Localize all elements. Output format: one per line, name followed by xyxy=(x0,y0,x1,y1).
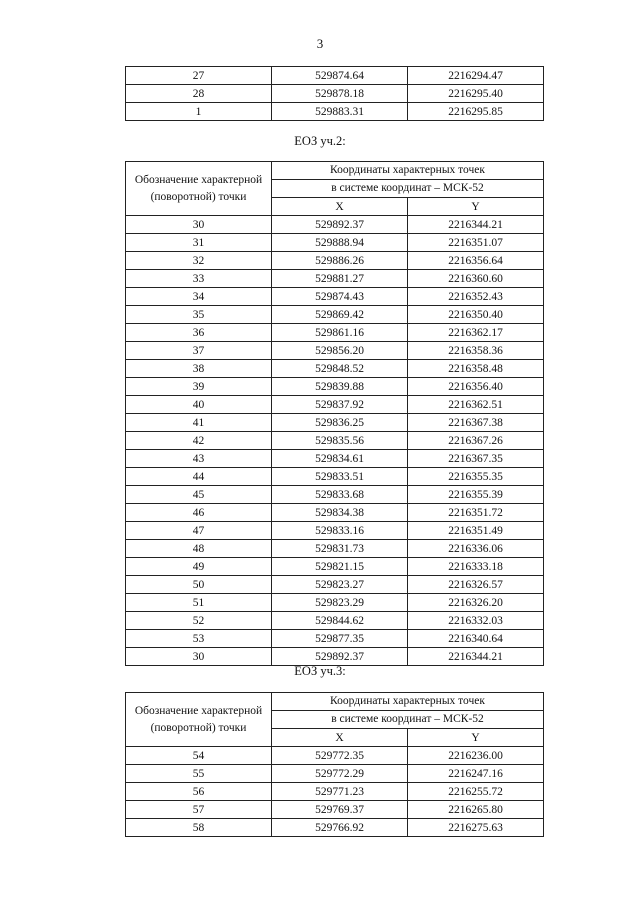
cell-y: 2216362.17 xyxy=(408,324,544,342)
table-row xyxy=(126,630,544,648)
table-row xyxy=(126,468,544,486)
cell-point-number: 31 xyxy=(126,234,272,252)
table-row xyxy=(126,450,544,468)
cell-point-number: 43 xyxy=(126,450,272,468)
table-row xyxy=(126,801,544,819)
cell-x: 529831.73 xyxy=(272,540,408,558)
cell-x: 529837.92 xyxy=(272,396,408,414)
cell-y: 2216355.35 xyxy=(408,468,544,486)
cell-x: 529766.92 xyxy=(272,819,408,837)
section-title-eoz-3: ЕОЗ уч.3: xyxy=(294,664,346,678)
cell-point-number: 56 xyxy=(126,783,272,801)
table-row xyxy=(126,522,544,540)
cell-x: 529821.15 xyxy=(272,558,408,576)
cell-point-number: 53 xyxy=(126,630,272,648)
cell-y: 2216295.40 xyxy=(408,85,544,103)
table-row xyxy=(126,648,544,666)
cell-x: 529839.88 xyxy=(272,378,408,396)
coordinates-table-continued xyxy=(125,66,544,121)
cell-x: 529772.35 xyxy=(272,747,408,765)
cell-x: 529886.26 xyxy=(272,252,408,270)
page-number: 3 xyxy=(316,36,324,51)
cell-point-number: 45 xyxy=(126,486,272,504)
table-row xyxy=(126,103,544,121)
cell-x: 529844.62 xyxy=(272,612,408,630)
section-title-eoz-2: ЕОЗ уч.2: xyxy=(294,134,346,148)
cell-x: 529834.38 xyxy=(272,504,408,522)
header-point-designation: Обозначение характерной (поворотной) точки xyxy=(126,162,272,216)
cell-point-number: 27 xyxy=(126,67,272,85)
cell-y: 2216352.43 xyxy=(408,288,544,306)
table-row xyxy=(126,378,544,396)
cell-x: 529878.18 xyxy=(272,85,408,103)
cell-x: 529892.37 xyxy=(272,648,408,666)
table-row xyxy=(126,270,544,288)
cell-y: 2216265.80 xyxy=(408,801,544,819)
cell-y: 2216275.63 xyxy=(408,819,544,837)
table-row xyxy=(126,819,544,837)
table-row xyxy=(126,432,544,450)
cell-y: 2216350.40 xyxy=(408,306,544,324)
cell-y: 2216255.72 xyxy=(408,783,544,801)
table-row xyxy=(126,504,544,522)
cell-point-number: 44 xyxy=(126,468,272,486)
table-row xyxy=(126,252,544,270)
cell-y: 2216344.21 xyxy=(408,648,544,666)
table-row xyxy=(126,594,544,612)
cell-x: 529771.23 xyxy=(272,783,408,801)
cell-point-number: 38 xyxy=(126,360,272,378)
header-coordinates-line2: в системе координат – МСК-52 xyxy=(272,180,544,198)
cell-point-number: 35 xyxy=(126,306,272,324)
cell-y: 2216367.26 xyxy=(408,432,544,450)
coordinates-table-eoz-2 xyxy=(125,161,544,666)
header-coordinates-line2: в системе координат – МСК-52 xyxy=(272,711,544,729)
cell-x: 529848.52 xyxy=(272,360,408,378)
table-row xyxy=(126,396,544,414)
table-row xyxy=(126,324,544,342)
cell-point-number: 42 xyxy=(126,432,272,450)
table-row xyxy=(126,558,544,576)
cell-point-number: 28 xyxy=(126,85,272,103)
cell-x: 529834.61 xyxy=(272,450,408,468)
cell-point-number: 1 xyxy=(126,103,272,121)
cell-y: 2216351.72 xyxy=(408,504,544,522)
cell-x: 529881.27 xyxy=(272,270,408,288)
cell-x: 529835.56 xyxy=(272,432,408,450)
cell-point-number: 57 xyxy=(126,801,272,819)
cell-point-number: 49 xyxy=(126,558,272,576)
cell-x: 529833.16 xyxy=(272,522,408,540)
table-row xyxy=(126,612,544,630)
cell-x: 529833.51 xyxy=(272,468,408,486)
table-row xyxy=(126,306,544,324)
cell-x: 529823.27 xyxy=(272,576,408,594)
cell-y: 2216326.57 xyxy=(408,576,544,594)
table-row xyxy=(126,342,544,360)
table-row xyxy=(126,67,544,85)
table-row xyxy=(126,576,544,594)
cell-y: 2216355.39 xyxy=(408,486,544,504)
cell-x: 529888.94 xyxy=(272,234,408,252)
table-row xyxy=(126,765,544,783)
cell-y: 2216236.00 xyxy=(408,747,544,765)
header-coordinates-line1: Координаты характерных точек xyxy=(272,162,544,180)
header-y: Y xyxy=(408,198,544,216)
cell-y: 2216340.64 xyxy=(408,630,544,648)
cell-point-number: 41 xyxy=(126,414,272,432)
cell-y: 2216332.03 xyxy=(408,612,544,630)
cell-y: 2216247.16 xyxy=(408,765,544,783)
cell-point-number: 30 xyxy=(126,648,272,666)
cell-x: 529861.16 xyxy=(272,324,408,342)
table-row xyxy=(126,747,544,765)
cell-x: 529769.37 xyxy=(272,801,408,819)
table-row xyxy=(126,216,544,234)
coordinates-table-eoz-3 xyxy=(125,692,544,837)
header-x: X xyxy=(272,198,408,216)
cell-y: 2216351.07 xyxy=(408,234,544,252)
cell-x: 529823.29 xyxy=(272,594,408,612)
table-row xyxy=(126,360,544,378)
cell-x: 529874.43 xyxy=(272,288,408,306)
cell-y: 2216344.21 xyxy=(408,216,544,234)
cell-point-number: 50 xyxy=(126,576,272,594)
cell-y: 2216333.18 xyxy=(408,558,544,576)
cell-y: 2216356.64 xyxy=(408,252,544,270)
cell-point-number: 54 xyxy=(126,747,272,765)
cell-point-number: 32 xyxy=(126,252,272,270)
cell-x: 529836.25 xyxy=(272,414,408,432)
header-y: Y xyxy=(408,729,544,747)
cell-x: 529833.68 xyxy=(272,486,408,504)
cell-point-number: 34 xyxy=(126,288,272,306)
table-row xyxy=(126,85,544,103)
cell-x: 529883.31 xyxy=(272,103,408,121)
cell-point-number: 55 xyxy=(126,765,272,783)
cell-y: 2216326.20 xyxy=(408,594,544,612)
cell-point-number: 52 xyxy=(126,612,272,630)
cell-x: 529869.42 xyxy=(272,306,408,324)
table-row xyxy=(126,414,544,432)
cell-y: 2216362.51 xyxy=(408,396,544,414)
cell-point-number: 58 xyxy=(126,819,272,837)
cell-point-number: 40 xyxy=(126,396,272,414)
header-point-designation: Обозначение характерной (поворотной) точки xyxy=(126,693,272,747)
table-row xyxy=(126,540,544,558)
cell-y: 2216367.38 xyxy=(408,414,544,432)
table-row xyxy=(126,486,544,504)
cell-point-number: 51 xyxy=(126,594,272,612)
table-row xyxy=(126,288,544,306)
header-coordinates-line1: Координаты характерных точек xyxy=(272,693,544,711)
cell-x: 529874.64 xyxy=(272,67,408,85)
cell-y: 2216351.49 xyxy=(408,522,544,540)
cell-y: 2216336.06 xyxy=(408,540,544,558)
cell-y: 2216367.35 xyxy=(408,450,544,468)
cell-y: 2216295.85 xyxy=(408,103,544,121)
cell-y: 2216360.60 xyxy=(408,270,544,288)
cell-point-number: 46 xyxy=(126,504,272,522)
cell-y: 2216358.36 xyxy=(408,342,544,360)
header-x: X xyxy=(272,729,408,747)
table-row xyxy=(126,783,544,801)
cell-x: 529892.37 xyxy=(272,216,408,234)
cell-y: 2216358.48 xyxy=(408,360,544,378)
cell-point-number: 39 xyxy=(126,378,272,396)
cell-point-number: 47 xyxy=(126,522,272,540)
cell-x: 529856.20 xyxy=(272,342,408,360)
cell-y: 2216356.40 xyxy=(408,378,544,396)
cell-x: 529772.29 xyxy=(272,765,408,783)
cell-point-number: 37 xyxy=(126,342,272,360)
cell-point-number: 33 xyxy=(126,270,272,288)
cell-point-number: 48 xyxy=(126,540,272,558)
cell-x: 529877.35 xyxy=(272,630,408,648)
cell-point-number: 30 xyxy=(126,216,272,234)
table-row xyxy=(126,234,544,252)
cell-point-number: 36 xyxy=(126,324,272,342)
cell-y: 2216294.47 xyxy=(408,67,544,85)
